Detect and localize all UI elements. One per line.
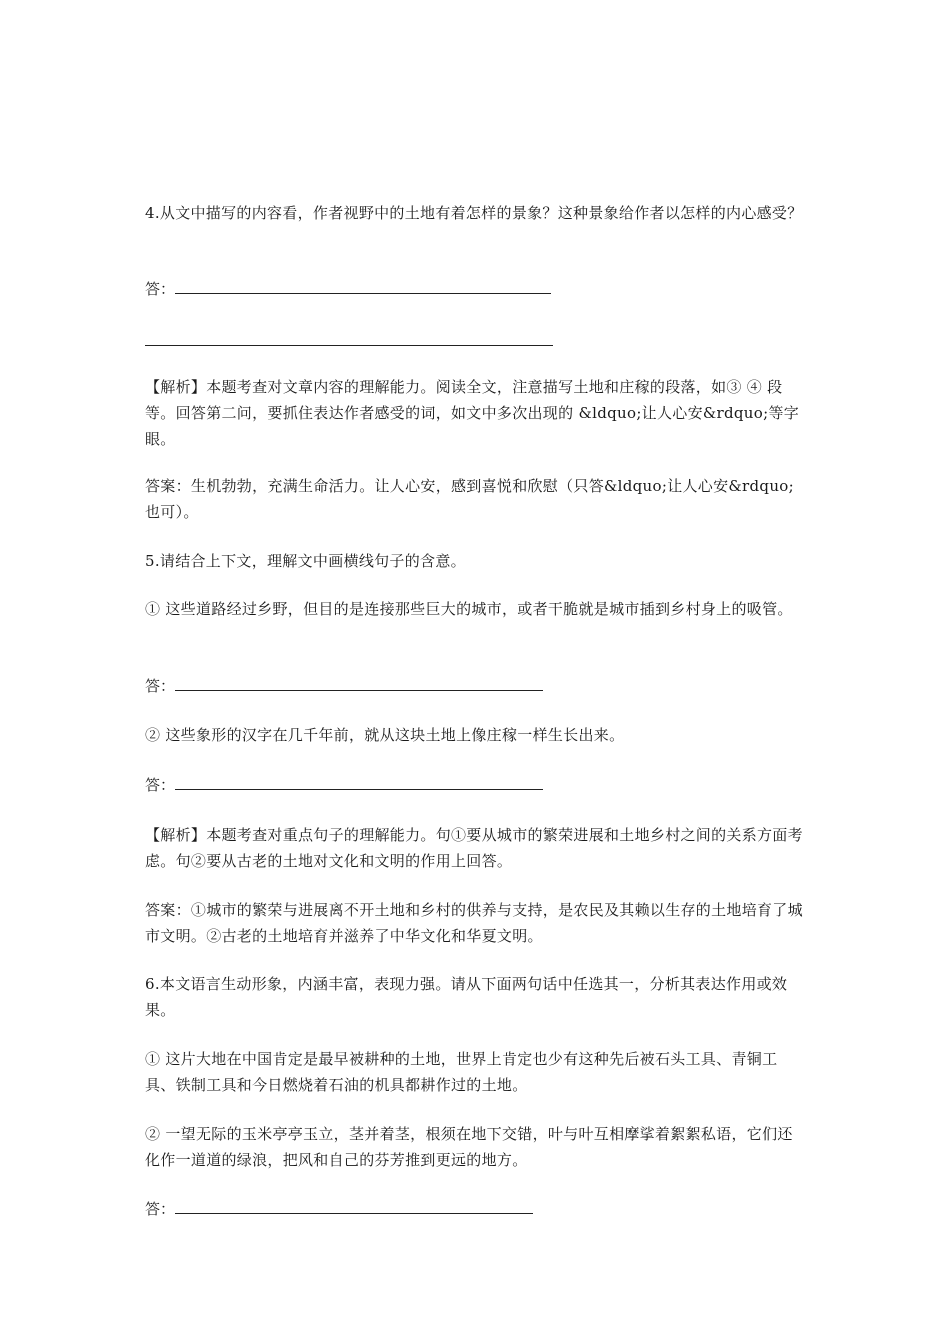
answer-line-q4-2[interactable]: [145, 328, 553, 354]
answer-blank[interactable]: [175, 674, 543, 691]
answer-label: 答：: [145, 280, 176, 298]
answer-label: 答：: [145, 677, 176, 695]
answer-blank[interactable]: [145, 329, 553, 346]
answer-line-q4[interactable]: [145, 276, 551, 302]
question-5-sentence-1: ① 这些道路经过乡野，但目的是连接那些巨大的城市，或者干脆就是城市插到乡村身上的吸管。: [145, 600, 793, 618]
answer-line-q5-1[interactable]: [145, 673, 543, 699]
question-5-sentence-2: ② 这些象形的汉字在几千年前，就从这块土地上像庄稼一样生长出来。: [145, 726, 625, 744]
answer-blank[interactable]: [175, 773, 543, 790]
question-6-sentence-1: ① 这片大地在中国肯定是最早被耕种的土地，世界上肯定也少有这种先后被石头工具、青铜工具、铁制工具和今日燃烧着石油的机具都耕作过的土地。: [145, 1050, 778, 1094]
answer-label: 答：: [145, 1200, 176, 1218]
answer-q4: 答案：生机勃勃，充满生命活力。让人心安，感到喜悦和欣慰（只答&ldquo;让人心安&rdquo;也可）。: [145, 477, 794, 521]
question-5: 5.请结合上下文，理解文中画横线句子的含意。: [145, 552, 466, 570]
answer-line-q6[interactable]: [145, 1196, 533, 1222]
analysis-q5: 【解析】本题考查对重点句子的理解能力。句①要从城市的繁荣进展和土地乡村之间的关系方面考虑。句②要从古老的土地对文化和文明的作用上回答。: [145, 826, 803, 870]
question-4: 4.从文中描写的内容看，作者视野中的土地有着怎样的景象？这种景象给作者以怎样的内心感受？: [145, 204, 803, 222]
question-6: 6.本文语言生动形象，内涵丰富，表现力强。请从下面两句话中任选其一，分析其表达作用或效果。: [145, 975, 788, 1019]
answer-q5: 答案：①城市的繁荣与进展离不开土地和乡村的供养与支持，是农民及其赖以生存的土地培育了城市文明。②古老的土地培育并滋养了中华文化和华夏文明。: [145, 901, 803, 945]
answer-blank[interactable]: [175, 277, 551, 294]
answer-line-q5-2[interactable]: [145, 772, 543, 798]
answer-label: 答：: [145, 776, 176, 794]
answer-blank[interactable]: [175, 1197, 533, 1214]
analysis-q4: 【解析】本题考查对文章内容的理解能力。阅读全文，注意描写土地和庄稼的段落，如③ ④ 段等。回答第二问，要抓住表达作者感受的词，如文中多次出现的 &ldquo;让人心安&rdquo;等字眼。: [145, 378, 800, 448]
question-6-sentence-2: ② 一望无际的玉米亭亭玉立，茎并着茎，根须在地下交错，叶与叶互相摩挲着絮絮私语，它们还化作一道道的绿浪，把风和自己的芬芳推到更远的地方。: [145, 1125, 793, 1169]
